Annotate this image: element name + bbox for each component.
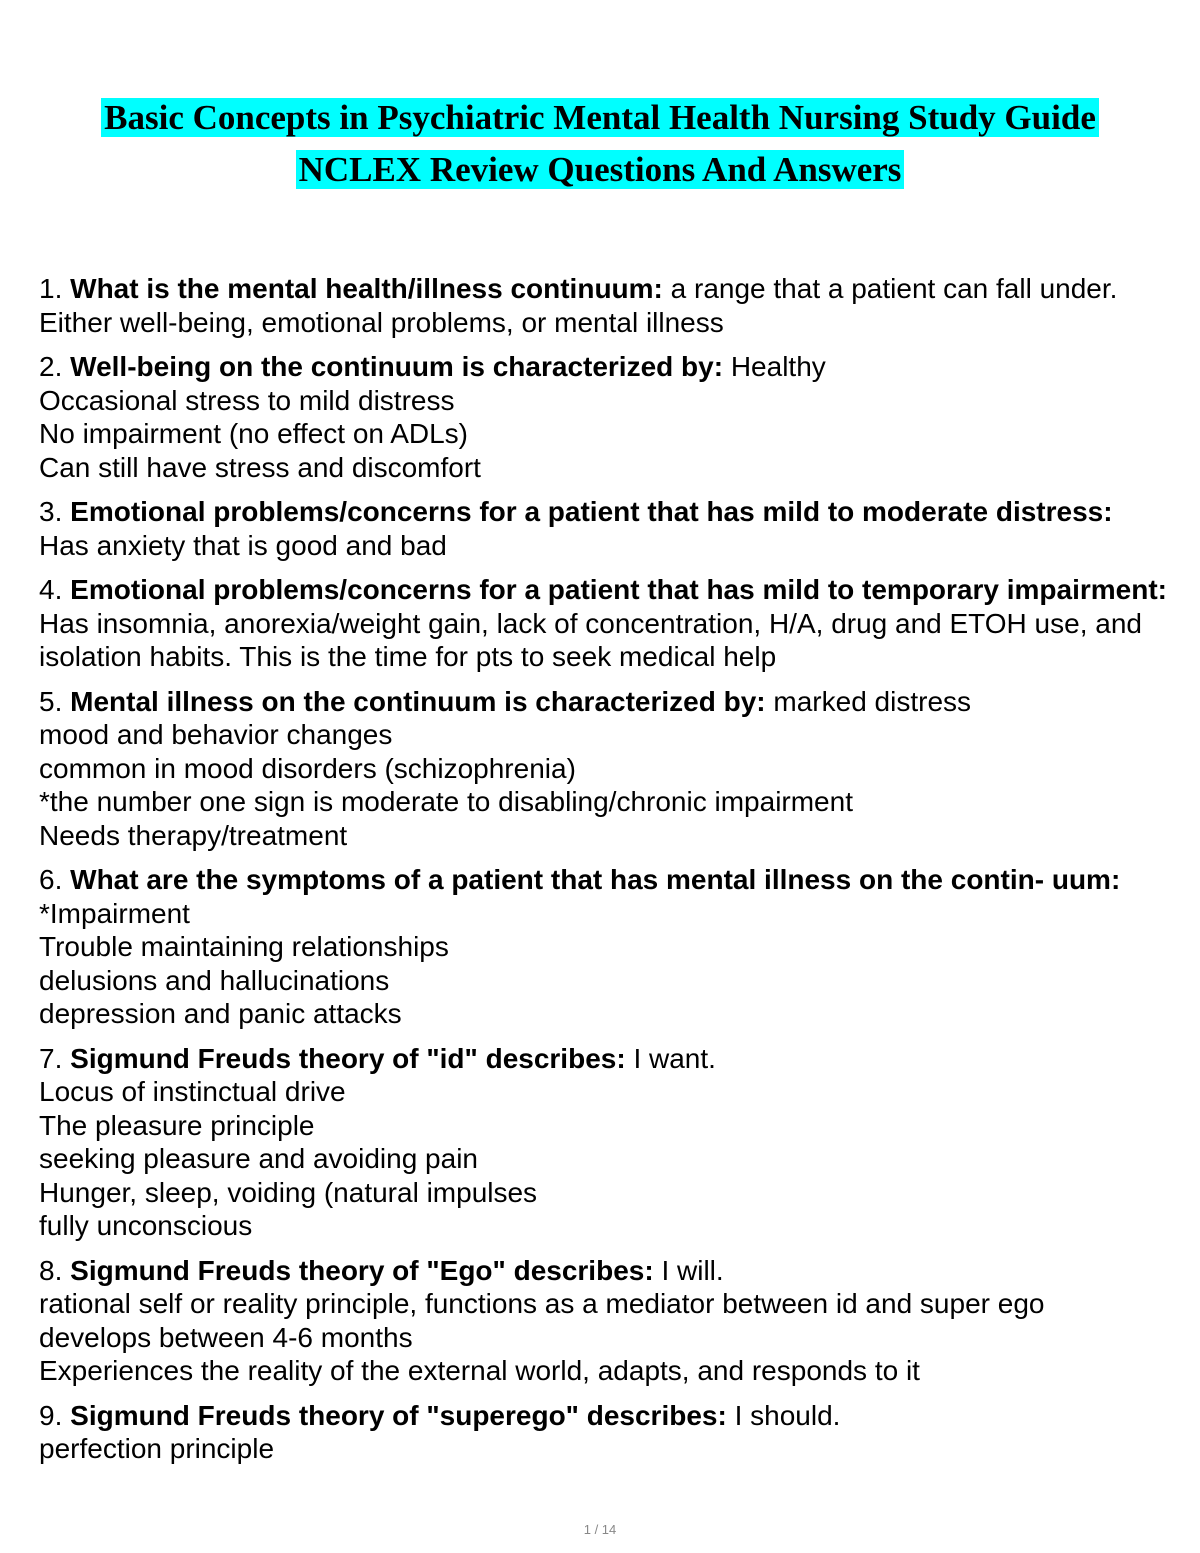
qa-item [39,350,1169,484]
qa-item [39,1399,1169,1466]
qa-number: 6. [39,864,63,895]
qa-question: Emotional problems/concerns for a patient that has mild to temporary impairment: [70,574,1167,605]
qa-item [39,272,1169,339]
qa-question: Emotional problems/concerns for a patient that has mild to moderate distress: [70,496,1113,527]
qa-answer: Healthy Occasional stress to mild distress No impairment (no effect on ADLs) Can still have stress and discomfort [39,351,826,483]
qa-number: 8. [39,1254,63,1286]
qa-number: 3. [39,496,63,527]
qa-answer: I want. Locus of instinctual drive The pleasure principle seeking pleasure and avoiding pain Hunger, sleep, voiding (natural impulses fully unconscious [39,1042,716,1241]
qa-question: What are the symptoms of a patient that has mental illness on the contin- uum: [70,864,1121,895]
qa-answer: marked distress mood and behavior changes common in mood disorders (schizophrenia) *the number one sign is moderate to disabling/chronic impairment Needs therapy/treatment [39,685,972,851]
qa-item [39,573,1169,674]
qa-question: Mental illness on the continuum is characterized by: [70,685,766,717]
qa-question: Sigmund Freuds theory of "id" describes: [70,1042,626,1074]
qa-number: 4. [39,574,63,605]
qa-answer: a range that a patient can fall under. Either well-being, emotional problems, or mental illness [39,273,1118,338]
qa-answer: I will. rational self or reality principle, functions as a mediator between id and super ego develops between 4-6 months Experiences the reality of the external world, adapts, and responds to it [39,1254,1045,1386]
document-title [0,92,1200,196]
qa-answer: Has insomnia, anorexia/weight gain, lack of concentration, H/A, drug and ETOH use, and isolation habits. This is the time for pts to seek medical help [39,607,1142,672]
qa-answer: Has anxiety that is good and bad [39,529,447,561]
qa-question: Well-being on the continuum is characterized by: [70,351,724,382]
qa-question: Sigmund Freuds theory of "Ego" describes: [70,1254,654,1286]
qa-item [39,1254,1169,1388]
page-indicator: 1 / 14 [583,1522,617,1537]
qa-item [39,863,1169,1031]
qa-answer: I should. perfection principle [39,1399,841,1464]
title-line-1: Basic Concepts in Psychiatric Mental Health Nursing Study Guide [101,98,1099,137]
qa-question: What is the mental health/illness continuum: [70,273,663,304]
title-line-2: NCLEX Review Questions And Answers [296,150,905,189]
qa-question: Sigmund Freuds theory of "superego" describes: [70,1399,727,1431]
qa-number: 7. [39,1042,63,1074]
qa-item [39,1042,1169,1243]
qa-number: 9. [39,1399,63,1431]
qa-number: 1. [39,273,63,304]
qa-item [39,685,1169,853]
qa-item [39,495,1169,562]
qa-answer: *Impairment Trouble maintaining relationships delusions and hallucinations depression and panic attacks [39,897,449,1029]
qa-number: 5. [39,685,63,717]
qa-list [39,272,1169,1477]
qa-number: 2. [39,351,63,382]
